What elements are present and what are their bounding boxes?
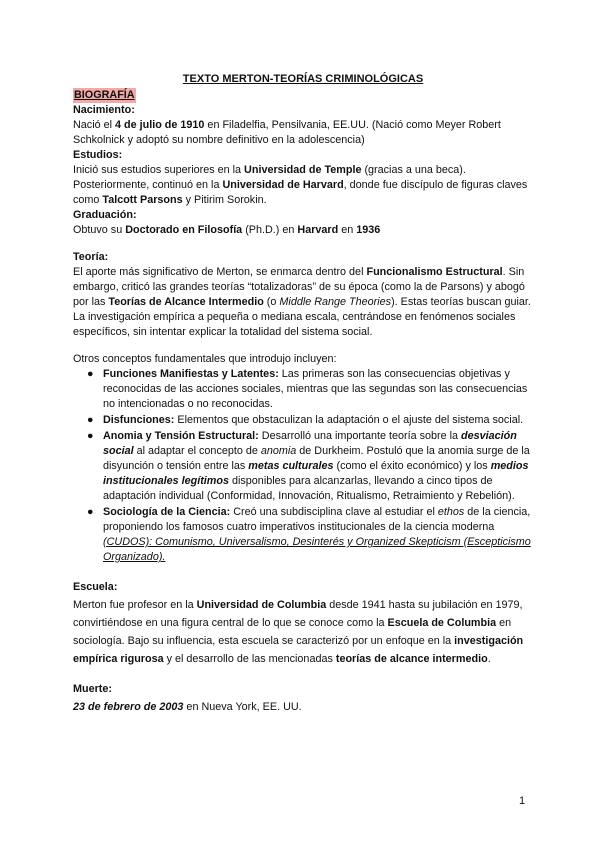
concept-term: Funciones Manifiestas y Latentes: — [103, 368, 279, 380]
italic-run: anomia — [260, 445, 297, 457]
bold-italic-run: desviación social — [103, 430, 517, 457]
text-run: Obtuvo su — [73, 224, 126, 236]
text-run: en sociología. Bajo su influencia, esta escuela se caracterizó por un enfoque en la — [73, 617, 512, 647]
text-run: . Sin embargo, criticó las grandes teorías “totalizadoras” de su época (como la de Parsons) y abogó por las — [73, 266, 525, 308]
italic-run: ethos — [437, 506, 465, 518]
concept-term: Disfunciones: — [103, 414, 175, 426]
bold-run: Universidad de Harvard — [222, 179, 344, 191]
text-run: (o — [263, 296, 280, 308]
graduacion-paragraph — [73, 223, 533, 238]
text-run: ). Estas teorías buscan guiar. La investigación empírica a pequeña o mediana escala, centrándose en fenómenos sociales específicos, sin intentar explicar la totalidad del sistema social. — [73, 296, 531, 338]
cudos-run: (CUDOS): Comunismo, Universalismo, Desinterés y Organized Skepticism (Escepticismo Organizado). — [103, 536, 531, 563]
bullet-icon: ● — [87, 368, 94, 380]
nacimiento-paragraph — [73, 118, 533, 148]
muerte-section — [73, 680, 533, 716]
bold-italic-run: metas culturales — [248, 460, 334, 472]
teoria-paragraph — [73, 265, 533, 340]
teoria-heading: Teoría: — [73, 251, 109, 263]
bold-run: teorías de alcance intermedio — [335, 653, 488, 665]
list-item — [87, 505, 533, 565]
biografia-heading: BIOGRAFÍA — [74, 89, 135, 101]
muerte-heading: Muerte: — [73, 683, 112, 695]
concept-text: Las primeras son las consecuencias objetivas y reconocidas de las acciones sociales, mientras que las segundas son las consecuencias no intencionadas o no reconocidas. — [103, 368, 528, 410]
bold-run: Escuela de Columbia — [387, 617, 497, 629]
list-item — [87, 367, 533, 412]
bold-run: Doctorado en Filosofía — [125, 224, 243, 236]
document-title: TEXTO MERTON-TEORÍAS CRIMINOLÓGICAS — [182, 73, 424, 85]
concepts-list — [73, 367, 533, 565]
text-run: y el desarrollo de las mencionadas — [163, 653, 336, 665]
text-run: en — [338, 224, 357, 236]
bold-run: investigación empírica rigurosa — [73, 635, 524, 665]
text-run: disponibles para alcanzarlas, llevando a cinco tipos de adaptación individual (Conformidad, Innovación, Ritualismo, Retraimiento y Rebelión). — [103, 475, 515, 502]
nacimiento-heading: Nacimiento: — [73, 104, 135, 116]
bold-run: Talcott Parsons — [102, 194, 183, 206]
spacer — [73, 340, 533, 352]
bullet-icon: ● — [87, 506, 94, 518]
muerte-paragraph — [73, 698, 533, 716]
concept-term: Sociología de la Ciencia: — [103, 506, 231, 518]
biografia-section — [73, 88, 533, 238]
text-run: de Durkheim. Postuló que la anomia surge de la disyunción o tensión entre las — [103, 445, 530, 472]
bold-run: Teorías de Alcance Intermedio — [108, 296, 264, 308]
concept-text: Elementos que obstaculizan la adaptación o el ajuste del sistema social. — [174, 414, 524, 426]
text-run: Merton fue profesor en la — [73, 599, 197, 611]
teoria-section — [73, 250, 533, 565]
text-run: Inició sus estudios superiores en la — [73, 164, 245, 176]
text-run: en Filadelfia, Pensilvania, EE.UU. (Nació como Meyer Robert Schkolnick y adoptó su nombre definitivo en la adolescencia) — [73, 119, 501, 146]
list-item — [87, 429, 533, 504]
page-number: 1 — [519, 795, 526, 807]
text-run: Desarrolló una importante teoría sobre la — [258, 430, 462, 442]
text-run: . — [487, 653, 491, 665]
text-run: Creó una subdisciplina clave al estudiar el — [230, 506, 438, 518]
bold-run: Funcionalismo Estructural — [366, 266, 503, 278]
text-run: en Nueva York, EE. UU. — [183, 701, 302, 713]
teoria-intro: Otros conceptos fundamentales que introdujo incluyen: — [73, 353, 337, 365]
text-run: (Ph.D.) en — [242, 224, 298, 236]
graduacion-heading: Graduación: — [73, 209, 137, 221]
spacer — [73, 668, 533, 680]
bold-run: Universidad de Columbia — [196, 599, 327, 611]
text-run: al adaptar el concepto de — [133, 445, 261, 457]
text-run: El aporte más significativo de Merton, se enmarca dentro del — [73, 266, 367, 278]
text-run: , donde fue discípulo de figuras claves como — [73, 179, 528, 206]
italic-run: Middle Range Theories — [279, 296, 392, 308]
text-run: de la ciencia, proponiendo los famosos cuatro imperativos institucionales de la ciencia moderna — [103, 506, 531, 533]
bold-run: Universidad de Temple — [244, 164, 362, 176]
bullet-icon: ● — [87, 430, 94, 442]
estudios-paragraph — [73, 163, 533, 208]
spacer — [73, 238, 533, 250]
bold-italic-run: medios institucionales legítimos — [103, 460, 529, 487]
spacer — [73, 566, 533, 578]
document-body — [73, 72, 533, 716]
birth-date: 4 de julio de 1910 — [115, 119, 205, 131]
bullet-icon: ● — [87, 414, 94, 426]
bold-run: Harvard — [297, 224, 339, 236]
death-date: 23 de febrero de 2003 — [73, 701, 184, 713]
bold-run: 1936 — [356, 224, 381, 236]
escuela-heading: Escuela: — [73, 581, 118, 593]
estudios-heading: Estudios: — [73, 149, 123, 161]
text-run: (como el éxito económico) y los — [333, 460, 491, 472]
escuela-section — [73, 578, 533, 668]
list-item — [87, 413, 533, 428]
text-run: desde 1941 hasta su jubilación en 1979, convirtiéndose en una figura central de lo que se conoce como la — [73, 599, 523, 629]
text-run: Nació el — [73, 119, 116, 131]
escuela-paragraph — [73, 596, 533, 668]
concept-term: Anomia y Tensión Estructural: — [103, 430, 259, 442]
text-run: (gracias a una beca). Posteriormente, continuó en la — [73, 164, 466, 191]
text-run: y Pitirim Sorokin. — [182, 194, 267, 206]
